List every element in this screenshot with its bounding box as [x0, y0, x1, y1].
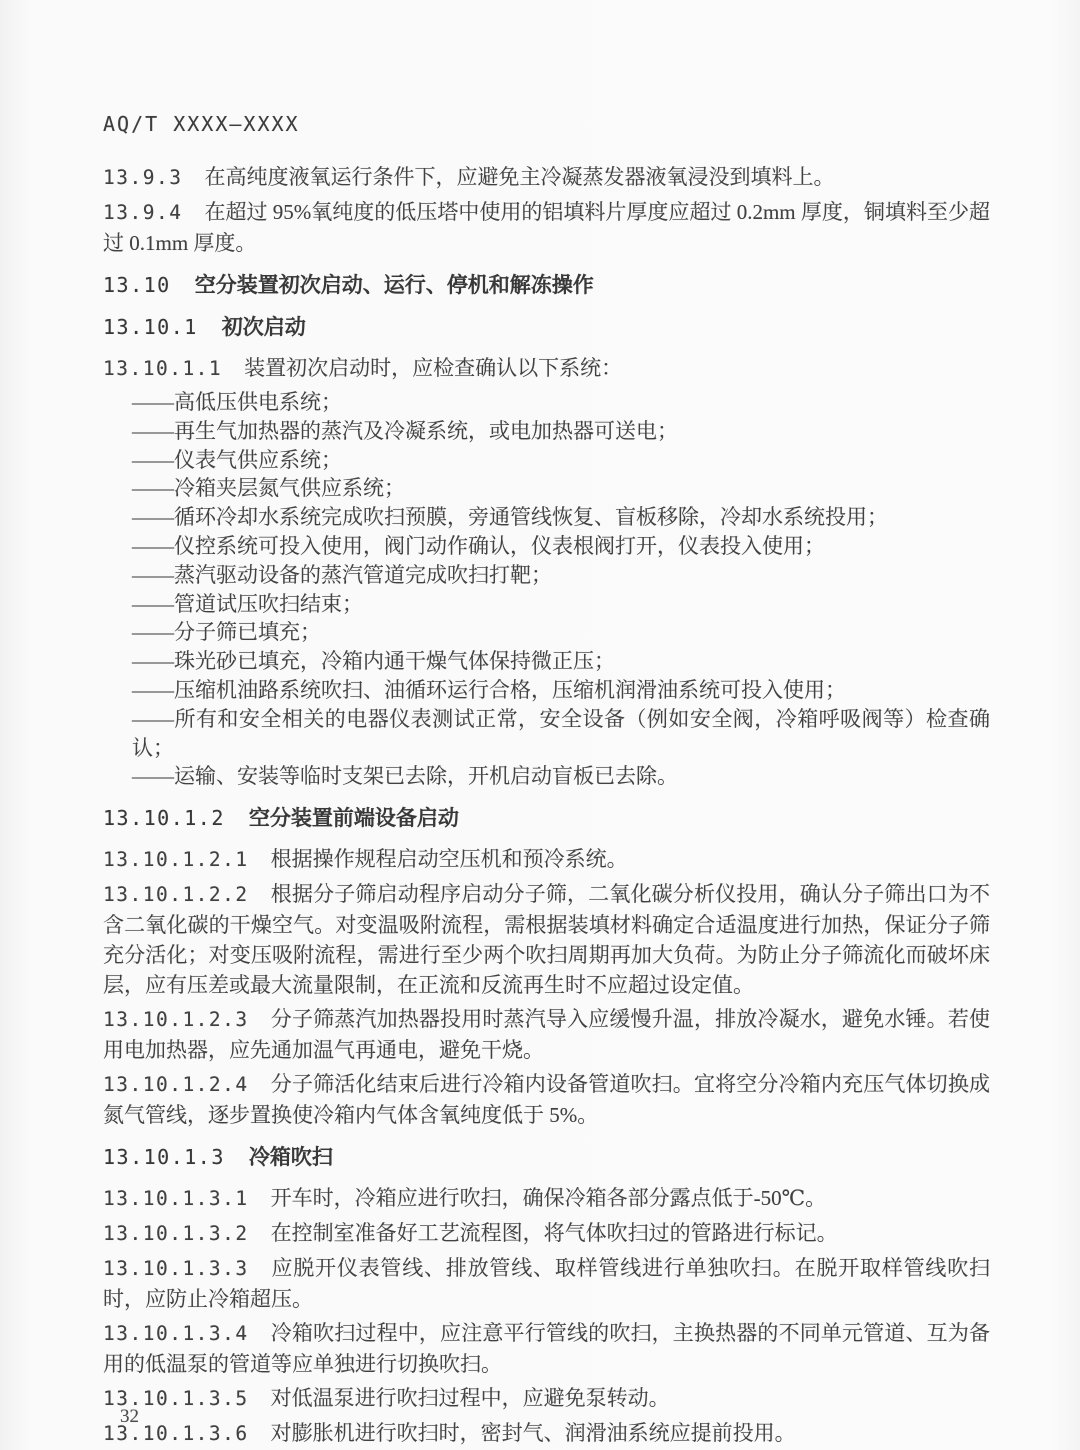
list-item-text: ——循环冷却水系统完成吹扫预膜，旁通管线恢复、盲板移除，冷却水系统投用； [132, 505, 888, 530]
dash-list-item [132, 618, 990, 647]
clause-number: 13.10.1.1 [103, 357, 223, 380]
clause-paragraph [103, 844, 990, 875]
dash-list-item [132, 388, 990, 417]
clause-paragraph [103, 1183, 990, 1214]
clause-text: 冷箱吹扫过程中，应注意平行管线的吹扫，主换热器的不同单元管道、互为备用的低温泵的管道等应单独进行切换吹扫。 [103, 1321, 990, 1377]
clause-text: 对膨胀机进行吹扫时，密封气、润滑油系统应提前投用。 [270, 1421, 796, 1446]
clause-paragraph [103, 197, 990, 258]
clause-paragraph [103, 162, 990, 193]
list-item-text: ——珠光砂已填充，冷箱内通干燥气体保持微正压； [132, 649, 615, 674]
clause-number: 13.10.1.2 [103, 806, 225, 831]
section-heading [103, 312, 990, 342]
dash-list-item [132, 446, 990, 475]
page-number: 32 [120, 1406, 139, 1427]
document-content [103, 162, 990, 1449]
clause-text: 装置初次启动时，应检查确认以下系统： [244, 356, 623, 380]
clause-paragraph [103, 879, 990, 1000]
clause-number: 13.10.1.2.2 [103, 883, 249, 907]
clause-number: 13.10.1.3.5 [103, 1387, 249, 1411]
clause-text: 初次启动 [221, 315, 306, 339]
list-item-text: ——蒸汽驱动设备的蒸汽管道完成吹扫打靶； [132, 562, 552, 587]
list-item-text: ——仪控系统可投入使用，阀门动作确认，仪表根阀打开，仪表投入使用； [132, 533, 825, 558]
dash-list-item [132, 705, 990, 763]
standard-number: AQ/T XXXX—XXXX [103, 112, 300, 136]
clause-paragraph [103, 1004, 990, 1065]
clause-number: 13.10 [103, 273, 171, 297]
clause-text: 空分装置初次启动、运行、停机和解冻操作 [194, 273, 594, 297]
dash-list-item [132, 762, 990, 791]
clause-paragraph [103, 1069, 990, 1130]
clause-text: 根据操作规程启动空压机和预冷系统。 [270, 847, 628, 872]
dash-list-item [132, 474, 990, 503]
clause-text: 应脱开仪表管线、排放管线、取样管线进行单独吹扫。在脱开取样管线吹扫时，应防止冷箱超压。 [103, 1256, 990, 1312]
dash-list-item [132, 561, 990, 590]
clause-paragraph [103, 353, 990, 384]
clause-number: 13.10.1.2.1 [103, 848, 249, 872]
clause-text: 开车时，冷箱应进行吹扫，确保冷箱各部分露点低于-50℃。 [270, 1186, 827, 1211]
list-item-text: ——高低压供电系统； [132, 390, 342, 414]
clause-number: 13.10.1 [103, 315, 198, 339]
list-item-text: ——管道试压吹扫结束； [132, 591, 363, 616]
clause-text: 分子筛活化结束后进行冷箱内设备管道吹扫。宜将空分冷箱内充压气体切换成氮气管线，逐步置换使冷箱内气体含氧纯度低于 5%。 [103, 1072, 990, 1128]
clause-number: 13.9.4 [103, 201, 183, 224]
clause-text: 在控制室准备好工艺流程图，将气体吹扫过的管路进行标记。 [270, 1221, 838, 1246]
clause-number: 13.10.1.3 [103, 1145, 225, 1170]
clause-number: 13.10.1.2.3 [103, 1008, 249, 1032]
clause-paragraph [103, 1218, 990, 1249]
list-item-text: ——冷箱夹层氮气供应系统； [132, 476, 405, 501]
document-header [103, 112, 990, 136]
clause-number: 13.10.1.3.2 [103, 1222, 249, 1246]
clause-number: 13.10.1.3.6 [103, 1422, 249, 1446]
section-heading [103, 270, 990, 300]
clause-number: 13.10.1.3.3 [103, 1257, 249, 1281]
clause-number: 13.10.1.3.4 [103, 1322, 249, 1346]
clause-text: 根据分子筛启动程序启动分子筛，二氧化碳分析仪投用，确认分子筛出口为不含二氧化碳的干燥空气。对变温吸附流程，需根据装填材料确定合适温度进行加热，保证分子筛充分活化；对变压吸附流程，需进行至少两个吹扫周期再加大负荷。为防止分子筛流化而破坏床层，应有压差或最大流量限制，在正流和反流再生时不应超过设定值。 [103, 882, 990, 998]
dash-list-item [132, 417, 990, 446]
clause-paragraph [103, 1383, 990, 1414]
clause-paragraph [103, 1253, 990, 1314]
clause-text: 空分装置前端设备启动 [248, 806, 459, 831]
clause-text: 在超过 95%氧纯度的低压塔中使用的铝填料片厚度应超过 0.2mm 厚度，铜填料至少超过 0.1mm 厚度。 [103, 200, 990, 255]
dash-list-item [132, 676, 990, 705]
list-item-text: ——仪表气供应系统； [132, 447, 342, 472]
dash-list-item [132, 590, 990, 619]
dash-list-item [132, 503, 990, 532]
list-item-text: ——分子筛已填充； [132, 620, 321, 645]
list-item-text: ——所有和安全相关的电器仪表测试正常，安全设备（例如安全阀，冷箱呼吸阀等）检查确认； [132, 706, 990, 760]
clause-text: 分子筛蒸汽加热器投用时蒸汽导入应缓慢升温，排放冷凝水，避免水锤。若使用电加热器，应先通加温气再通电，避免干烧。 [103, 1007, 990, 1063]
list-item-text: ——运输、安装等临时支架已去除，开机启动盲板已去除。 [132, 764, 678, 789]
dash-list-item [132, 532, 990, 561]
clause-text: 冷箱吹扫 [248, 1145, 333, 1170]
clause-number: 13.10.1.3.1 [103, 1187, 249, 1211]
list-item-text: ——压缩机油路系统吹扫、油循环运行合格，压缩机润滑油系统可投入使用； [132, 677, 846, 702]
clause-paragraph [103, 1318, 990, 1379]
clause-number: 13.10.1.2.4 [103, 1073, 249, 1097]
page-footer [120, 1406, 139, 1428]
list-item-text: ——再生气加热器的蒸汽及冷凝系统，或电加热器可送电； [132, 418, 678, 443]
section-heading [103, 803, 990, 833]
clause-text: 在高纯度液氧运行条件下，应避免主冷凝蒸发器液氧浸没到填料上。 [204, 165, 835, 189]
section-heading [103, 1142, 990, 1172]
clause-paragraph [103, 1418, 990, 1449]
dash-list-item [132, 647, 990, 676]
clause-text: 对低温泵进行吹扫过程中，应避免泵转动。 [270, 1386, 670, 1411]
clause-number: 13.9.3 [103, 166, 183, 189]
